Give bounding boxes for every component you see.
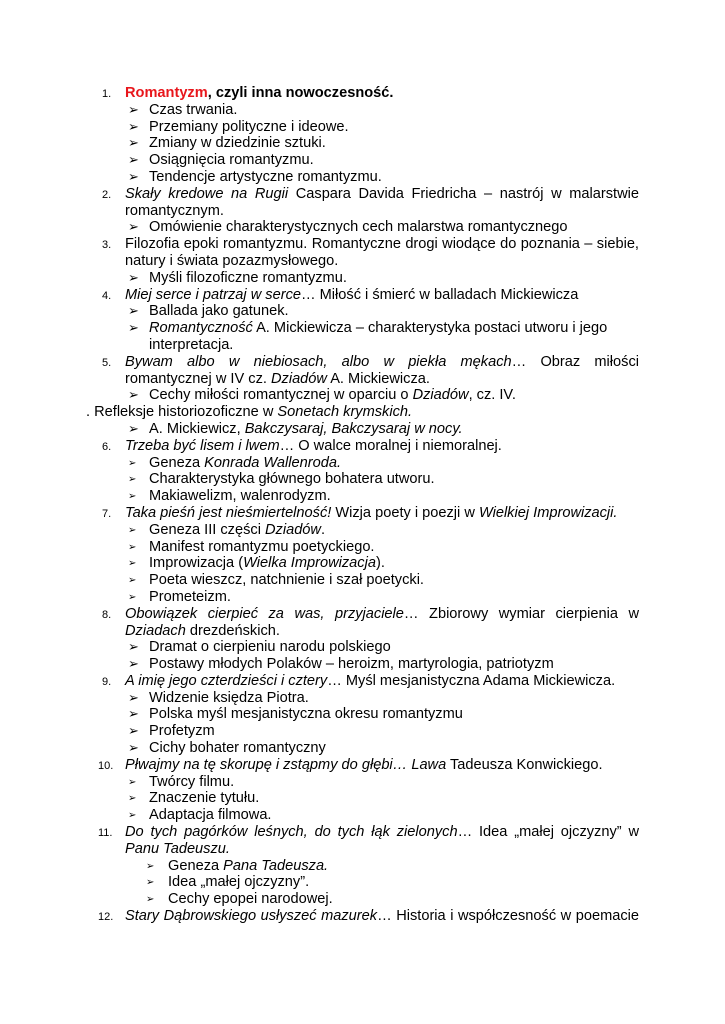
text-run: … Obraz miłości xyxy=(511,353,639,370)
item-number: 3. xyxy=(102,239,112,252)
text-run: … Myśl mesjanistyczna Adama Mickiewicza. xyxy=(327,672,616,689)
list-item-12 xyxy=(0,908,725,925)
text-run: Tadeusza Konwickiego. xyxy=(446,756,603,773)
arrow-bullet-icon: ➢ xyxy=(128,101,139,117)
item-text xyxy=(125,824,639,841)
bullet xyxy=(128,420,639,438)
item-number: 8. xyxy=(102,608,112,621)
list-item-1 xyxy=(0,85,725,186)
bullet xyxy=(128,572,639,589)
list-item-10 xyxy=(0,757,725,824)
text-run: . xyxy=(320,521,326,538)
text-run: … Miłość i śmierć w balladach Mickiewicza xyxy=(301,286,579,303)
italic-title: Płwajmy na tę skorupę i zstąpmy do głębi… Lawa xyxy=(125,756,447,773)
arrow-bullet-icon: ➢ xyxy=(128,135,139,151)
list-item-7 xyxy=(0,505,725,606)
arrow-bullet-icon: ➢ xyxy=(146,894,155,906)
list-item-2 xyxy=(0,186,725,236)
bullet xyxy=(128,320,639,337)
bullet-text: Zmiany w dziedzinie sztuki. xyxy=(149,135,326,152)
item-number: 11. xyxy=(98,827,113,840)
bullet xyxy=(128,521,639,539)
heading-highlight: Romantyzm xyxy=(125,85,208,101)
italic-title: Dziadów xyxy=(265,521,321,538)
arrow-bullet-icon: ➢ xyxy=(128,303,139,319)
item-number: 10. xyxy=(98,759,114,772)
arrow-bullet-icon: ➢ xyxy=(128,320,139,336)
arrow-bullet-icon: ➢ xyxy=(146,860,155,872)
item-text xyxy=(125,606,639,623)
bullet xyxy=(128,303,639,320)
bullet xyxy=(128,168,639,186)
text-run: Geneza xyxy=(168,857,224,874)
bullet-text: Cechy epopei narodowej. xyxy=(168,891,333,908)
bullet xyxy=(128,639,639,656)
bullet-text: Ballada jako gatunek. xyxy=(149,303,289,320)
arrow-bullet-icon: ➢ xyxy=(128,457,137,469)
italic-title: Taka pieśń jest nieśmiertelność! xyxy=(125,504,332,521)
text-run: . Refleksje historiozoficzne w xyxy=(86,404,278,421)
italic-title: Sonetach krymskich. xyxy=(277,404,413,421)
bullet xyxy=(128,588,639,606)
text-run: romantycznej w IV cz. xyxy=(125,370,271,387)
bullet-text: Postawy młodych Polaków – heroizm, martyrologia, patriotyzm xyxy=(149,656,554,673)
bullet xyxy=(128,740,639,757)
bullet xyxy=(128,387,639,404)
text-run: drezdeńskich. xyxy=(185,622,280,639)
text-run: A. Mickiewicza – charakterystyka postaci utworu i jego xyxy=(252,320,608,337)
bullet-text: Cichy bohater romantyczny xyxy=(149,740,326,757)
item-text: Filozofia epoki romantyzmu. Romantyczne drogi wiodące do poznania – siebie, xyxy=(125,236,639,253)
text-run: Improwizacja ( xyxy=(149,555,244,572)
arrow-bullet-icon: ➢ xyxy=(128,591,137,603)
bullet-text: Czas trwania. xyxy=(149,101,238,118)
bullet xyxy=(128,689,639,707)
item-number: 5. xyxy=(102,356,112,369)
bullet xyxy=(128,135,639,152)
arrow-bullet-icon: ➢ xyxy=(128,168,139,184)
arrow-bullet-icon: ➢ xyxy=(128,524,137,536)
text-run: Caspara Davida Friedricha – nastrój w malarstwie xyxy=(288,185,639,202)
bullet xyxy=(128,269,639,287)
italic-title: Wielka Improwizacja xyxy=(243,555,376,572)
bullet-text: Widzenie księdza Piotra. xyxy=(149,689,309,706)
arrow-bullet-icon: ➢ xyxy=(128,219,139,235)
arrow-bullet-icon: ➢ xyxy=(128,541,137,553)
bullet xyxy=(128,101,639,119)
item-text-cont: natury i świata pozazmysłowego. xyxy=(125,252,339,269)
bullet xyxy=(128,807,639,824)
arrow-bullet-icon: ➢ xyxy=(128,723,139,739)
bullet xyxy=(128,723,639,740)
item-text-cont: romantycznym. xyxy=(125,202,224,219)
arrow-bullet-icon: ➢ xyxy=(128,558,137,570)
text-run: … Zbiorowy wymiar cierpienia w xyxy=(403,605,640,622)
bullet xyxy=(146,891,639,908)
item-text xyxy=(125,354,639,371)
bullet-text: Adaptacja filmowa. xyxy=(149,807,272,824)
item-number: 12. xyxy=(98,911,114,924)
item-number: 2. xyxy=(102,188,112,201)
italic-title: Bywam albo w niebiosach, albo w piekła mękach xyxy=(125,353,512,370)
bullet-text: Idea „małej ojczyzny”. xyxy=(168,874,310,891)
arrow-bullet-icon: ➢ xyxy=(128,706,139,722)
bullet-text: Tendencje artystyczne romantyzmu. xyxy=(149,168,382,185)
heading-rest: , czyli inna nowoczesność. xyxy=(207,85,394,101)
bullet-text: Polska myśl mesjanistyczna okresu romantyzmu xyxy=(149,706,463,723)
text-run: Geneza xyxy=(149,454,205,471)
bullet-text: Myśli filozoficzne romantyzmu. xyxy=(149,269,347,286)
bullet-text: Poeta wieszcz, natchnienie i szał poetycki. xyxy=(149,572,424,589)
item-heading xyxy=(125,85,639,102)
arrow-bullet-icon: ➢ xyxy=(128,491,137,503)
list-item-3 xyxy=(0,236,725,286)
item-text xyxy=(125,505,639,522)
italic-title: Romantyczność xyxy=(149,320,253,337)
list-item-9 xyxy=(0,673,725,757)
bullet-text: Charakterystyka głównego bohatera utworu. xyxy=(149,471,435,488)
bullet xyxy=(128,790,639,807)
item-number: 7. xyxy=(102,507,112,520)
text-run: Cechy miłości romantycznej w oparciu o xyxy=(149,387,413,404)
list-item-6 xyxy=(0,438,725,505)
list-item-5 xyxy=(0,354,725,404)
italic-title: A imię jego czterdzieści i cztery xyxy=(125,672,328,689)
arrow-bullet-icon: ➢ xyxy=(128,269,139,285)
bullet xyxy=(146,857,639,875)
bullet-text: Profetyzm xyxy=(149,723,215,740)
bullet xyxy=(128,219,639,236)
italic-title: Do tych pagórków leśnych, do tych łąk zielonych xyxy=(125,824,458,841)
italic-title: Wielkiej Improwizacji. xyxy=(478,504,618,521)
arrow-bullet-icon: ➢ xyxy=(128,474,137,486)
arrow-bullet-icon: ➢ xyxy=(128,639,139,655)
document-page xyxy=(0,85,725,925)
text-run: … Idea „małej ojczyzny” w xyxy=(457,824,639,841)
item-text xyxy=(125,438,639,455)
bullet xyxy=(128,152,639,169)
arrow-bullet-icon: ➢ xyxy=(128,152,139,168)
italic-title: Bakczysaraj, Bakczysaraj w nocy. xyxy=(244,420,463,437)
italic-title: Dziadach xyxy=(125,622,186,639)
italic-title: Pana Tadeusza. xyxy=(223,857,329,874)
arrow-bullet-icon: ➢ xyxy=(128,118,139,134)
arrow-bullet-icon: ➢ xyxy=(128,740,139,756)
italic-title: Trzeba być lisem i lwem xyxy=(125,437,280,454)
arrow-bullet-icon: ➢ xyxy=(128,810,137,822)
bullet xyxy=(128,118,639,136)
arrow-bullet-icon: ➢ xyxy=(128,689,139,705)
item-text xyxy=(125,186,639,203)
text-run: … O walce moralnej i niemoralnej. xyxy=(279,437,502,454)
item-text xyxy=(86,404,725,421)
item-number: 9. xyxy=(102,675,112,688)
bullet xyxy=(128,454,639,472)
arrow-bullet-icon: ➢ xyxy=(128,420,139,436)
text-run: Geneza III części xyxy=(149,521,265,538)
arrow-bullet-icon: ➢ xyxy=(128,387,139,403)
arrow-bullet-icon: ➢ xyxy=(128,793,137,805)
italic-title: Dziadów xyxy=(270,370,327,387)
item-text xyxy=(125,673,639,690)
italic-title: Konrada Wallenroda. xyxy=(204,454,342,471)
item-text xyxy=(125,908,639,925)
list-item-8 xyxy=(0,606,725,673)
bullet xyxy=(128,538,639,556)
text-run: … Historia i współczesność w poemacie xyxy=(377,908,639,925)
item-text xyxy=(125,287,639,304)
bullet-text: Makiawelizm, walenrodyzm. xyxy=(149,488,331,505)
arrow-bullet-icon: ➢ xyxy=(128,656,139,672)
list-item-11 xyxy=(0,824,725,908)
item-text-cont xyxy=(125,371,639,388)
italic-title: Stary Dąbrowskiego usłyszeć mazurek xyxy=(125,908,378,925)
item-text-cont xyxy=(125,623,639,640)
item-text-cont: Panu Tadeuszu. xyxy=(125,840,230,857)
italic-title: Obowiązek cierpieć za was, przyjaciele xyxy=(125,605,404,622)
text-run: A. Mickiewicza. xyxy=(326,370,430,387)
text-run: A. Mickiewicz, xyxy=(149,420,245,437)
item-number: 4. xyxy=(102,289,112,302)
bullet-text: Prometeizm. xyxy=(149,588,231,605)
text-run: ). xyxy=(375,555,385,572)
bullet xyxy=(128,656,639,673)
italic-title: Dziadów xyxy=(412,387,469,404)
item-text xyxy=(125,757,639,774)
bullet xyxy=(146,874,639,891)
bullet xyxy=(128,773,639,791)
bullet-text: Manifest romantyzmu poetyckiego. xyxy=(149,538,375,555)
item-number: 6. xyxy=(102,440,112,453)
bullet-cont: interpretacja. xyxy=(149,336,234,353)
list-item-4 xyxy=(0,287,725,354)
item-number: 1. xyxy=(102,88,112,100)
arrow-bullet-icon: ➢ xyxy=(146,877,155,889)
bullet-text: Twórcy filmu. xyxy=(149,773,235,790)
italic-title: Miej serce i patrzaj w serce xyxy=(125,286,301,303)
bullet xyxy=(128,471,639,488)
bullet-text: Omówienie charakterystycznych cech malarstwa romantycznego xyxy=(149,219,568,236)
bullet-text: Osiągnięcia romantyzmu. xyxy=(149,152,314,169)
italic-title: Skały kredowe na Rugii xyxy=(125,185,289,202)
bullet xyxy=(128,555,639,572)
bullet-text: Przemiany polityczne i ideowe. xyxy=(149,118,349,135)
text-run: Wizja poety i poezji w xyxy=(331,504,479,521)
arrow-bullet-icon: ➢ xyxy=(128,575,137,587)
bullet-text: Dramat o cierpieniu narodu polskiego xyxy=(149,639,391,656)
list-item-unnumbered xyxy=(0,404,725,438)
bullet-text: Znaczenie tytułu. xyxy=(149,790,260,807)
bullet xyxy=(128,706,639,723)
text-run: , cz. IV. xyxy=(468,387,516,404)
bullet xyxy=(128,488,639,505)
arrow-bullet-icon: ➢ xyxy=(128,776,137,788)
